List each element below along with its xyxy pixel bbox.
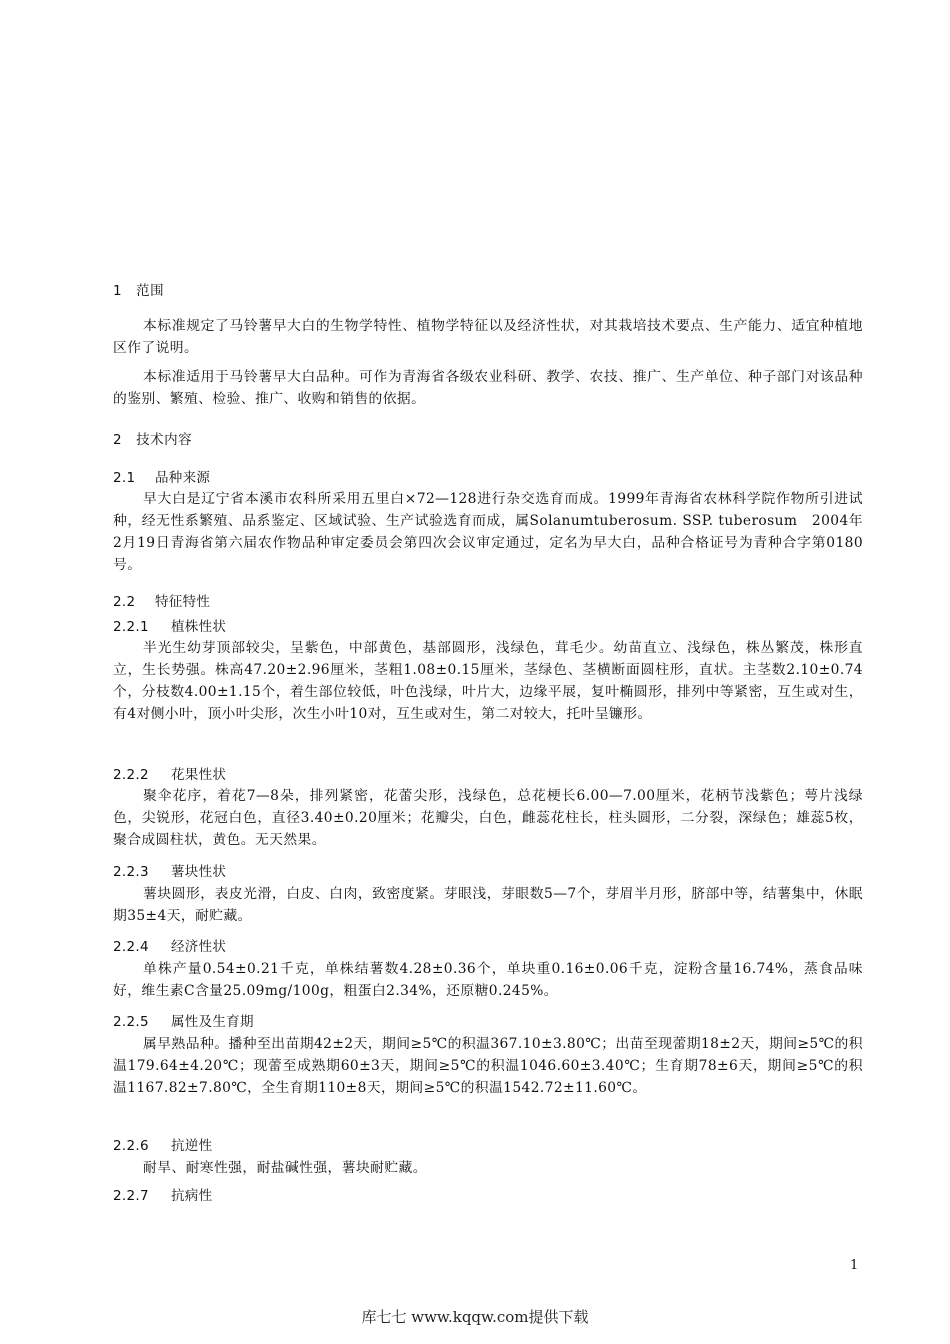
section-2-2-2-heading (113, 763, 226, 783)
section-number: 2.2.3 (113, 864, 149, 880)
section-2-2-4-heading (113, 935, 226, 955)
section-number: 2.2.2 (113, 767, 149, 783)
section-2-2-1-heading (113, 615, 226, 635)
section-number: 2.1 (113, 470, 136, 486)
download-footer: 库七七 www.kqqw.com提供下载 (361, 1308, 589, 1326)
section-title: 特征特性 (155, 594, 211, 610)
section-number: 2.2.5 (113, 1014, 149, 1030)
section-1-heading: 1 范围 (113, 283, 165, 299)
section-1-paragraph-1: 本标准规定了马铃薯早大白的生物学特性、植物学特征以及经济性状，对其栽培技术要点、生产能力、适宜种植地区作了说明。 (113, 318, 863, 356)
section-title: 经济性状 (171, 939, 227, 955)
section-2-heading: 2 技术内容 (113, 432, 193, 448)
section-2-2-5-paragraph: 属早熟品种。播种至出苗期42±2天，期间≥5℃的积温367.10±3.80℃；出苗至现蕾期18±2天，期间≥5℃的积温179.64±4.20℃；现蕾至成熟期60±3天，期间≥5℃的积温1046.60±3.40℃；生育期78±6天，期间≥5℃的积温1167.82±7.80℃，全生育期110±8天，期间≥5℃的积温1542.72±11.60℃。 (113, 1036, 863, 1096)
section-number: 2.2.6 (113, 1138, 149, 1154)
section-2-2-5-heading (113, 1010, 254, 1030)
section-2-2-7-heading (113, 1184, 212, 1204)
section-title: 抗病性 (171, 1188, 213, 1204)
section-2-1-heading (113, 466, 210, 486)
section-2-2-4-paragraph: 单株产量0.54±0.21千克，单株结薯数4.28±0.36个，单块重0.16±0.06千克，淀粉含量16.74%，蒸食品味好，维生素C含量25.09mg/100g，粗蛋白2.34%，还原糖0.245%。 (113, 961, 863, 999)
section-2-1-paragraph: 早大白是辽宁省本溪市农科所采用五里白×72—128进行杂交选育而成。1999年青海省农林科学院作物所引进试种，经无性系繁殖、品系鉴定、区域试验、生产试验选育而成，属Solanumtuberosum. SSP. tuberosum 2004年2月19日青海省第六届农作物品种审定委员会第四次会议审定通过，定名为早大白，品种合格证号为青种合字第0180号。 (113, 491, 863, 573)
section-title: 植株性状 (171, 619, 227, 635)
section-2-2-3-paragraph: 薯块圆形，表皮光滑，白皮、白肉，致密度紧。芽眼浅，芽眼数5—7个，芽眉半月形，脐部中等，结薯集中，休眠期35±4天，耐贮藏。 (113, 886, 863, 924)
section-2-2-2-paragraph: 聚伞花序，着花7—8朵，排列紧密，花蕾尖形，浅绿色，总花梗长6.00—7.00厘米，花柄节浅紫色；萼片浅绿色，尖锐形，花冠白色，直径3.40±0.20厘米；花瓣尖，白色，雌蕊花柱长，柱头圆形，二分裂，深绿色；雄蕊5枚，聚合成圆柱状，黄色。无天然果。 (113, 788, 863, 848)
section-2-2-1-paragraph: 半光生幼芽顶部较尖，呈紫色，中部黄色，基部圆形，浅绿色，茸毛少。幼苗直立、浅绿色，株丛繁茂，株形直立，生长势强。株高47.20±2.96厘米，茎粗1.08±0.15厘米，茎绿色、茎横断面圆柱形，直状。主茎数2.10±0.74个，分枝数4.00±1.15个，着生部位较低，叶色浅绿，叶片大，边缘平展，复叶椭圆形，排列中等紧密，互生或对生，有4对侧小叶，顶小叶尖形，次生小叶10对，互生或对生，第二对较大，托叶呈镰形。 (113, 640, 863, 722)
section-title: 品种来源 (155, 470, 211, 486)
section-number: 2.2 (113, 594, 136, 610)
section-title: 属性及生育期 (171, 1014, 254, 1030)
section-2-2-3-heading (113, 860, 226, 880)
section-number: 2.2.4 (113, 939, 149, 955)
section-title: 花果性状 (171, 767, 227, 783)
section-number: 2.2.1 (113, 619, 149, 635)
section-1-paragraph-2: 本标准适用于马铃薯早大白品种。可作为青海省各级农业科研、教学、农技、推广、生产单位、种子部门对该品种的鉴别、繁殖、检验、推广、收购和销售的依据。 (113, 369, 863, 407)
section-title: 薯块性状 (171, 864, 227, 880)
section-2-2-heading (113, 590, 210, 610)
page-number: 1 (850, 1258, 859, 1273)
section-title: 抗逆性 (171, 1138, 213, 1154)
section-2-2-6-paragraph: 耐旱、耐寒性强，耐盐碱性强，薯块耐贮藏。 (143, 1160, 427, 1176)
section-number: 2.2.7 (113, 1188, 149, 1204)
section-2-2-6-heading (113, 1134, 212, 1154)
